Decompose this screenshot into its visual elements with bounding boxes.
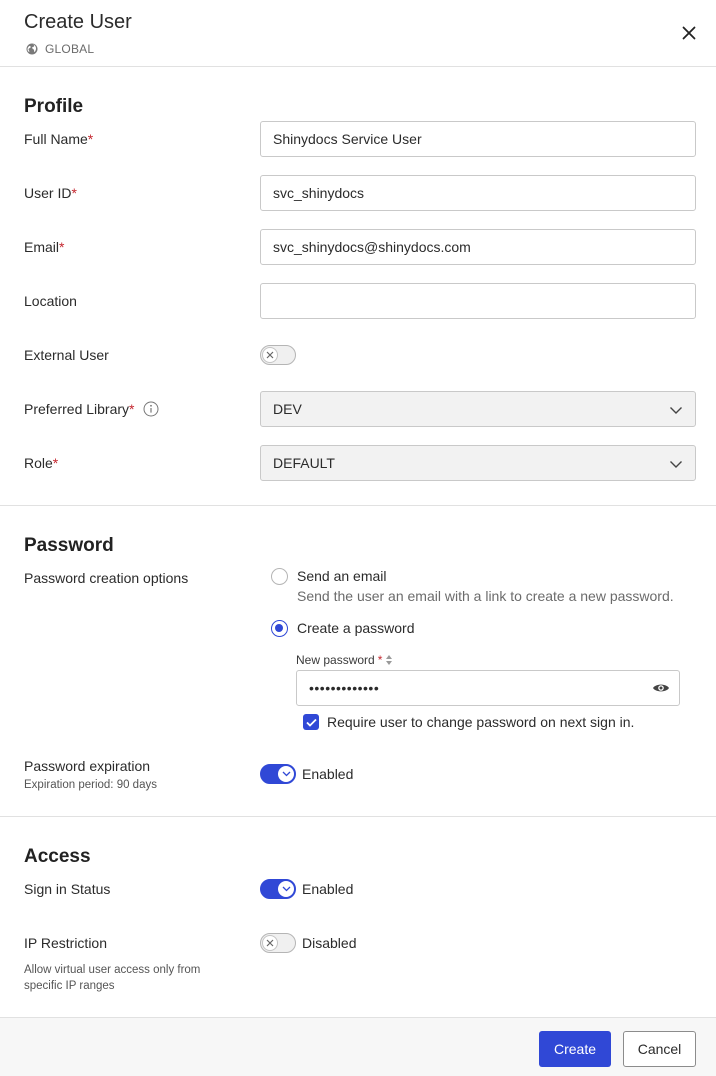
chevron-down-icon [669,403,683,417]
toggle-knob [278,766,294,782]
role-select[interactable]: DEFAULT [260,445,696,481]
close-icon[interactable] [679,23,699,43]
ip-restriction-status: Disabled [302,935,357,951]
sign-in-status-text: Enabled [302,881,354,897]
section-divider [0,816,716,817]
ip-restriction-label: IP Restriction [24,935,107,951]
external-user-toggle[interactable] [260,345,296,365]
chevron-down-icon [282,771,291,777]
location-label: Location [24,293,77,309]
dialog-title: Create User [24,11,132,33]
check-icon [306,718,317,727]
email-label: Email* [24,239,65,255]
preferred-library-label: Preferred Library* [24,401,159,417]
password-options-label: Password creation options [24,570,189,586]
profile-section-title: Profile [24,96,84,117]
email-field[interactable]: svc_shinydocs@shinydocs.com [260,229,696,265]
location-field[interactable] [260,283,696,319]
cancel-button[interactable]: Cancel [623,1031,696,1067]
ip-restriction-toggle[interactable] [260,933,296,953]
password-expiration-status: Enabled [302,766,354,782]
password-expiration-label: Password expiration [24,758,151,774]
toggle-knob [262,935,278,951]
new-password-label: New password * [296,653,393,667]
password-expiration-toggle[interactable] [260,764,296,784]
require-change-checkbox[interactable] [303,714,319,730]
send-email-label[interactable]: Send an email [297,568,387,584]
dialog-footer [0,1017,716,1076]
ip-restriction-sublabel: Allow virtual user access only from specific IP ranges [24,964,201,992]
send-email-description: Send the user an email with a link to create a new password. [297,588,674,604]
globe-icon [26,43,38,55]
user-id-field[interactable]: svc_shinydocs [260,175,696,211]
require-change-label[interactable]: Require user to change password on next sign in. [327,714,635,730]
full-name-label: Full Name* [24,131,94,147]
scope-label: GLOBAL [45,42,95,56]
access-section-title: Access [24,846,91,867]
sign-in-status-label: Sign in Status [24,881,111,897]
info-icon[interactable] [143,401,159,417]
chevron-down-icon [282,886,291,892]
dialog-header [0,0,716,67]
x-icon [266,351,274,359]
create-password-radio[interactable] [271,620,288,637]
role-label: Role* [24,455,59,471]
sort-icon [385,654,393,666]
create-button[interactable]: Create [539,1031,611,1067]
full-name-field[interactable]: Shinydocs Service User [260,121,696,157]
send-email-radio[interactable] [271,568,288,585]
eye-icon[interactable] [652,681,670,695]
chevron-down-icon [669,457,683,471]
section-divider [0,505,716,506]
external-user-label: External User [24,347,109,363]
user-id-label: User ID* [24,185,77,201]
toggle-knob [262,347,278,363]
sign-in-status-toggle[interactable] [260,879,296,899]
password-expiration-sublabel: Expiration period: 90 days [24,779,157,791]
scope-indicator [26,42,94,56]
create-password-label[interactable]: Create a password [297,620,415,636]
toggle-knob [278,881,294,897]
preferred-library-select[interactable]: DEV [260,391,696,427]
x-icon [266,939,274,947]
new-password-field[interactable]: ••••••••••••• [296,670,680,706]
password-section-title: Password [24,535,114,556]
